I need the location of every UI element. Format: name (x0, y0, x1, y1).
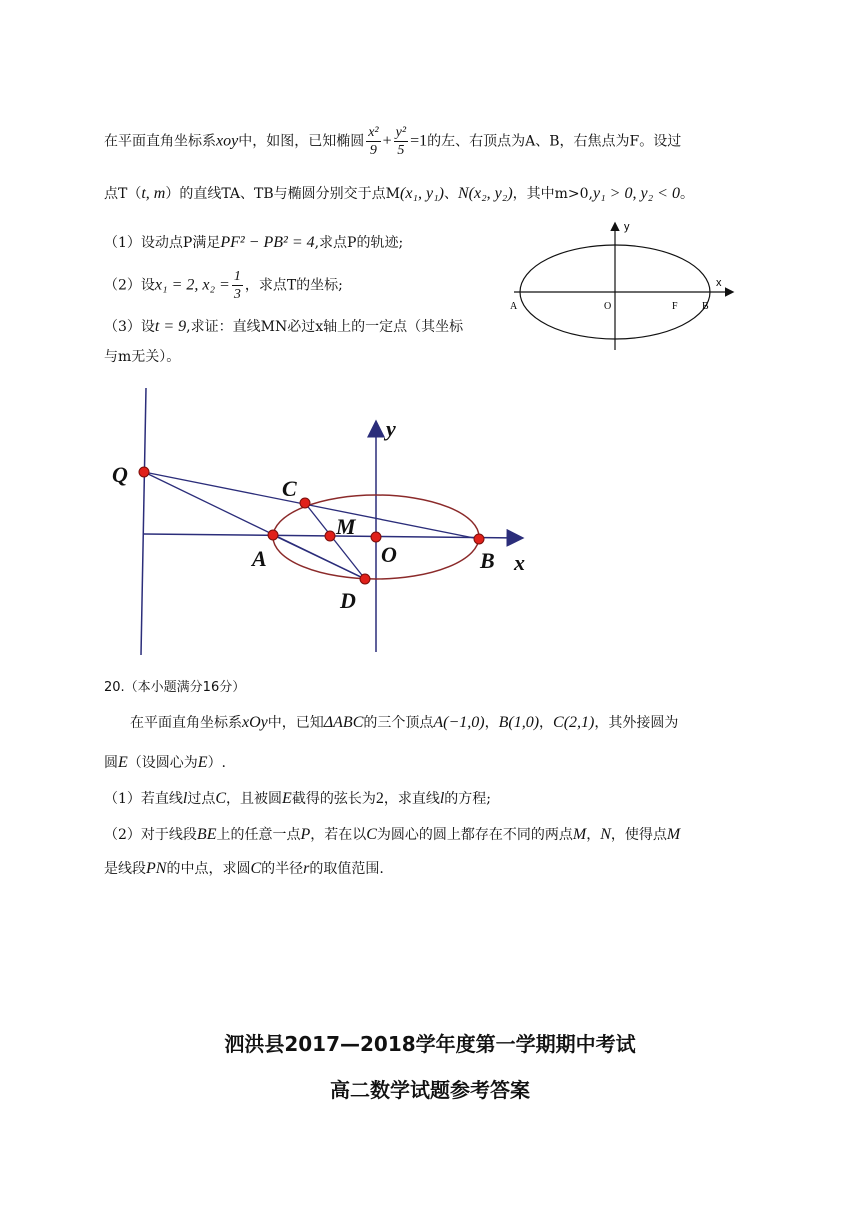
M-label: M (336, 514, 356, 539)
p19-line2 (104, 183, 694, 203)
text: 中，已知 (267, 715, 324, 731)
text: 过点 (187, 791, 216, 807)
text: 在平面直角坐标系 (130, 715, 242, 731)
point-D (360, 574, 370, 584)
frac-den: 3 (233, 287, 241, 302)
text: （2）对于线段 (104, 827, 197, 843)
origin-label: O (604, 301, 612, 312)
p20-q2 (104, 824, 680, 844)
p20-line1 (130, 712, 678, 732)
fraction (366, 124, 380, 159)
math: C (250, 860, 262, 877)
math: PN (146, 860, 167, 877)
y-label: y (386, 416, 396, 441)
text: ， (484, 715, 499, 731)
text: 在平面直角坐标系 (104, 133, 216, 150)
text: 、 (443, 186, 458, 202)
p20-q1 (104, 788, 491, 808)
p20-q2-line2 (104, 858, 384, 878)
answer-title-exam: 泗洪县2017—2018学年度第一学期期中考试 (224, 1032, 636, 1056)
text: （1）设动点P满足 (104, 235, 221, 251)
text: 的左、右顶点为A、B，右焦点为F。设过 (427, 133, 682, 150)
point-B-label: B (702, 301, 709, 312)
text: （2）设 (104, 277, 155, 294)
p19-q3 (104, 316, 463, 336)
math: t, m (141, 185, 166, 202)
text: 。 (679, 186, 694, 202)
p19-intro-line (104, 124, 681, 159)
D-label: D (340, 588, 356, 613)
fraction (394, 124, 408, 159)
math: M (666, 826, 681, 843)
p20-line2 (104, 752, 226, 772)
text: 截得的弦长为 (291, 791, 376, 807)
answer-title-subject: 高二数学试题参考答案 (330, 1078, 530, 1102)
math: (x₁, y₁) (400, 185, 444, 202)
math: N(x₂, y₂) (457, 185, 513, 202)
ellipse-figure-2 (100, 380, 580, 660)
text: 圆 (104, 755, 118, 771)
text: （1）若直线 (104, 791, 183, 807)
math: 2 (375, 790, 384, 807)
p19-q2 (104, 268, 343, 303)
x-label: x (514, 550, 525, 575)
math: x₁ = 2, x₂ = (154, 276, 230, 294)
text: 的取值范围. (309, 861, 384, 877)
text: 的三个顶点 (363, 715, 434, 731)
frac-den: 5 (397, 143, 405, 158)
vertical-line-Q (141, 388, 146, 655)
text: ）的直线TA、TB与椭圆分别交于点M (165, 186, 400, 202)
math: ΔABC (323, 714, 364, 731)
B-label: B (480, 548, 495, 573)
text: ,求证：直线MN必过x轴上的一定点（其坐标 (186, 319, 464, 335)
plus-sign: + (382, 132, 392, 150)
point-M (325, 531, 335, 541)
text: 为圆心的圆上都存在不同的两点 (376, 827, 573, 843)
math: y₁ > 0, y₂ < 0 (593, 185, 680, 202)
O-label: O (381, 542, 397, 567)
text: ，其中m>0, (512, 186, 594, 202)
text: 点T（ (104, 186, 142, 202)
text: （设圆心为 (127, 755, 198, 771)
text: 中，如图，已知椭圆 (238, 133, 365, 150)
text: ）. (207, 755, 227, 771)
math: C (215, 790, 227, 807)
p19-q3-line2: 与m无关）。 (104, 349, 181, 365)
point-A (268, 530, 278, 540)
math: l (182, 790, 188, 807)
y-label: y (624, 221, 630, 233)
math: N (600, 826, 611, 843)
frac-num: 1 (233, 269, 241, 284)
math: t = 9 (154, 318, 187, 335)
p19-q1 (104, 232, 403, 252)
math: B(1,0) (498, 714, 540, 731)
point-O (371, 532, 381, 542)
math-eq: =1 (410, 132, 428, 150)
text: 的半径 (261, 861, 304, 877)
x-label: x (716, 277, 722, 289)
point-B (474, 534, 484, 544)
A-label: A (252, 546, 267, 571)
text: ，其外接圆为 (594, 715, 679, 731)
math: PF² − PB² = 4 (220, 234, 315, 251)
text: ,求点P的轨迹; (314, 235, 404, 251)
C-label: C (282, 476, 297, 501)
text: 的方程; (444, 791, 491, 807)
math: r (303, 860, 310, 877)
fraction (232, 268, 243, 303)
Q-label: Q (112, 462, 128, 487)
text: ，若在以 (310, 827, 367, 843)
math: M (572, 826, 587, 843)
point-A-label: A (510, 301, 518, 312)
frac-num: y² (395, 125, 407, 140)
text: ， (539, 715, 554, 731)
text: ，且被圆 (226, 791, 283, 807)
point-Q (139, 467, 149, 477)
text: ，使得点 (610, 827, 667, 843)
point-C (300, 498, 310, 508)
frac-num: x² (368, 125, 379, 140)
frac-den: 9 (369, 143, 377, 158)
p20-header: 20.（本小题满分16分） (104, 680, 246, 695)
math: l (439, 790, 445, 807)
math-var: xoy (216, 132, 239, 150)
math: E (197, 754, 208, 771)
math: C(2,1) (553, 714, 595, 731)
math: C (366, 826, 377, 843)
text: 的中点，求圆 (166, 861, 251, 877)
line-QB (144, 472, 479, 539)
math: xOy (242, 714, 268, 731)
text: 上的任意一点 (216, 827, 301, 843)
text: 是线段 (104, 861, 146, 877)
math: A(−1,0) (433, 714, 485, 731)
focus-F-label: F (672, 301, 678, 312)
math: BE (196, 826, 217, 843)
text: （3）设 (104, 319, 155, 335)
math: E (118, 754, 128, 771)
text: ，求点T的坐标; (244, 277, 343, 294)
text: ，求直线 (383, 791, 440, 807)
math: E (282, 790, 292, 807)
text: ， (586, 827, 601, 843)
ellipse-figure-1 (500, 214, 750, 354)
math: P (300, 826, 311, 843)
